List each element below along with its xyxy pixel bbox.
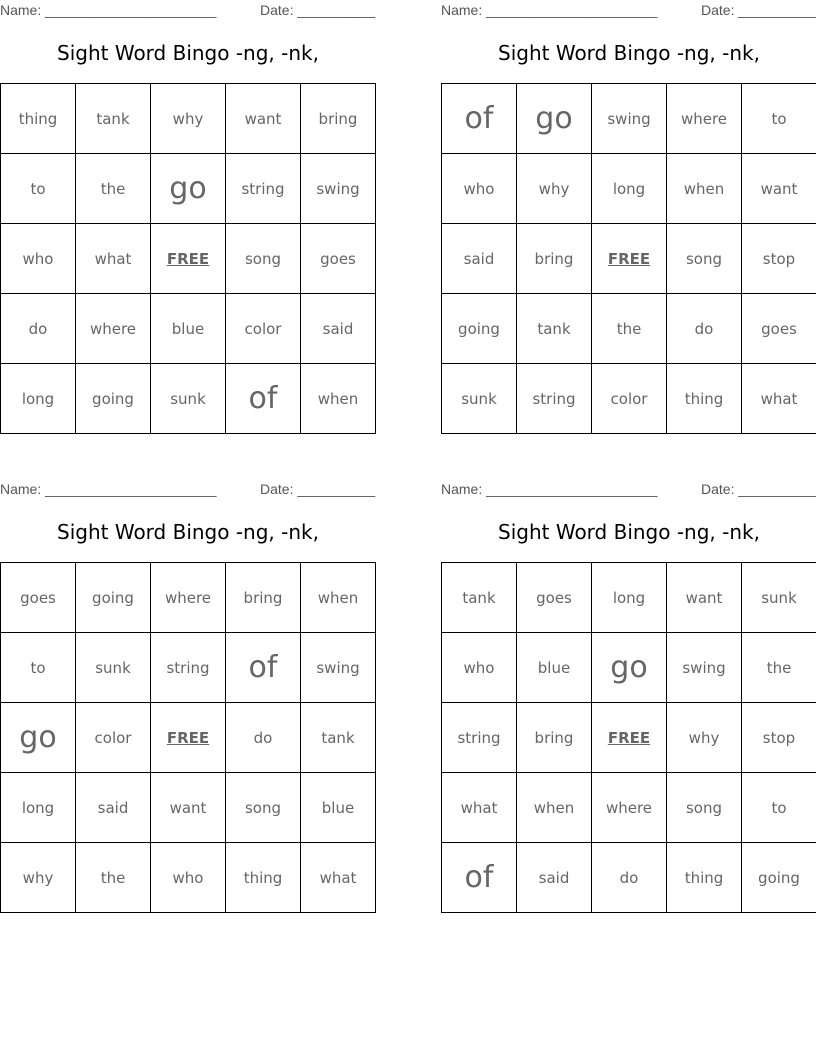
bingo-cell: song [226, 224, 301, 294]
bingo-cell: bring [517, 703, 592, 773]
bingo-cell: color [226, 294, 301, 364]
bingo-cell: go [1, 703, 76, 773]
bingo-cell: sunk [442, 364, 517, 434]
bingo-cell: what [76, 224, 151, 294]
bingo-cell: string [517, 364, 592, 434]
bingo-card-2 [441, 0, 816, 440]
bingo-cell: where [592, 773, 667, 843]
bingo-cell: do [667, 294, 742, 364]
bingo-cell: stop [742, 224, 816, 294]
name-date-row [0, 2, 376, 18]
bingo-cell: string [151, 633, 226, 703]
bingo-cell: said [301, 294, 376, 364]
bingo-cell: where [667, 84, 742, 154]
bingo-cell: thing [667, 364, 742, 434]
name-date-row [441, 2, 816, 18]
bingo-cell: tank [301, 703, 376, 773]
bingo-cell: tank [517, 294, 592, 364]
bingo-cell: going [742, 843, 816, 913]
bingo-cell: what [442, 773, 517, 843]
bingo-cell: where [151, 563, 226, 633]
bingo-cell: said [442, 224, 517, 294]
bingo-cell: goes [517, 563, 592, 633]
bingo-cell: long [592, 154, 667, 224]
bingo-cell: thing [667, 843, 742, 913]
bingo-cell: going [76, 364, 151, 434]
bingo-cell: to [742, 84, 816, 154]
bingo-cell: to [1, 154, 76, 224]
bingo-cell: blue [301, 773, 376, 843]
bingo-cell: want [667, 563, 742, 633]
bingo-cell: goes [742, 294, 816, 364]
bingo-cell: to [742, 773, 816, 843]
bingo-cell: string [442, 703, 517, 773]
bingo-cell: long [1, 773, 76, 843]
bingo-cell: what [742, 364, 816, 434]
bingo-cell: sunk [151, 364, 226, 434]
bingo-cell: go [592, 633, 667, 703]
name-field-label: Name: ______________________ [441, 2, 658, 18]
bingo-cell: the [76, 843, 151, 913]
bingo-cell: color [592, 364, 667, 434]
card-title: Sight Word Bingo -ng, -nk, [57, 520, 319, 544]
bingo-cell: where [76, 294, 151, 364]
bingo-cell: song [667, 224, 742, 294]
bingo-cell: do [1, 294, 76, 364]
bingo-cell: swing [301, 154, 376, 224]
bingo-cell: the [592, 294, 667, 364]
bingo-cell: want [226, 84, 301, 154]
bingo-cell: goes [301, 224, 376, 294]
bingo-cell: goes [1, 563, 76, 633]
bingo-cell: do [592, 843, 667, 913]
bingo-cell: song [226, 773, 301, 843]
bingo-cell: thing [226, 843, 301, 913]
bingo-cell: swing [667, 633, 742, 703]
card-title: Sight Word Bingo -ng, -nk, [498, 41, 760, 65]
date-field-label: Date: __________ [701, 481, 816, 497]
bingo-cell: tank [442, 563, 517, 633]
name-field-label: Name: ______________________ [0, 2, 217, 18]
bingo-cell: the [742, 633, 816, 703]
bingo-cell: long [592, 563, 667, 633]
bingo-cell: who [151, 843, 226, 913]
bingo-cell: swing [592, 84, 667, 154]
bingo-cell: who [1, 224, 76, 294]
bingo-cell: tank [76, 84, 151, 154]
bingo-cell: sunk [742, 563, 816, 633]
bingo-cell: sunk [76, 633, 151, 703]
bingo-cell: swing [301, 633, 376, 703]
bingo-cell: blue [151, 294, 226, 364]
name-field-label: Name: ______________________ [441, 481, 658, 497]
bingo-cell: go [517, 84, 592, 154]
date-field-label: Date: __________ [701, 2, 816, 18]
bingo-cell: blue [517, 633, 592, 703]
bingo-grid [441, 83, 816, 434]
name-date-row [0, 481, 376, 497]
bingo-cell: song [667, 773, 742, 843]
bingo-cell: why [151, 84, 226, 154]
bingo-cell: said [76, 773, 151, 843]
date-field-label: Date: __________ [260, 2, 376, 18]
bingo-cell: the [76, 154, 151, 224]
bingo-cell: color [76, 703, 151, 773]
bingo-cell: bring [517, 224, 592, 294]
bingo-cell: string [226, 154, 301, 224]
bingo-cell: going [442, 294, 517, 364]
bingo-cell: bring [226, 563, 301, 633]
bingo-cell: of [442, 843, 517, 913]
bingo-cell: to [1, 633, 76, 703]
name-date-row [441, 481, 816, 497]
bingo-cell: going [76, 563, 151, 633]
bingo-cell: when [517, 773, 592, 843]
bingo-cell: long [1, 364, 76, 434]
date-field-label: Date: __________ [260, 481, 376, 497]
name-field-label: Name: ______________________ [0, 481, 217, 497]
card-title: Sight Word Bingo -ng, -nk, [498, 520, 760, 544]
free-space-cell: FREE [592, 224, 667, 294]
bingo-cell: of [442, 84, 517, 154]
bingo-cell: when [301, 364, 376, 434]
bingo-cell: why [1, 843, 76, 913]
bingo-cell: thing [1, 84, 76, 154]
card-title: Sight Word Bingo -ng, -nk, [57, 41, 319, 65]
bingo-cell: stop [742, 703, 816, 773]
bingo-cell: bring [301, 84, 376, 154]
bingo-cell: want [742, 154, 816, 224]
free-space-cell: FREE [151, 224, 226, 294]
bingo-cell: what [301, 843, 376, 913]
bingo-cell: want [151, 773, 226, 843]
bingo-cell: who [442, 154, 517, 224]
bingo-cell: said [517, 843, 592, 913]
bingo-card-3 [0, 479, 376, 919]
bingo-cell: do [226, 703, 301, 773]
bingo-grid [441, 562, 816, 913]
bingo-card-4 [441, 479, 816, 919]
bingo-cell: who [442, 633, 517, 703]
bingo-cell: of [226, 364, 301, 434]
bingo-cell: when [667, 154, 742, 224]
bingo-cell: of [226, 633, 301, 703]
bingo-grid [0, 83, 376, 434]
bingo-cell: why [667, 703, 742, 773]
bingo-card-1 [0, 0, 376, 440]
bingo-cell: go [151, 154, 226, 224]
free-space-cell: FREE [151, 703, 226, 773]
free-space-cell: FREE [592, 703, 667, 773]
bingo-cell: when [301, 563, 376, 633]
bingo-cell: why [517, 154, 592, 224]
bingo-grid [0, 562, 376, 913]
